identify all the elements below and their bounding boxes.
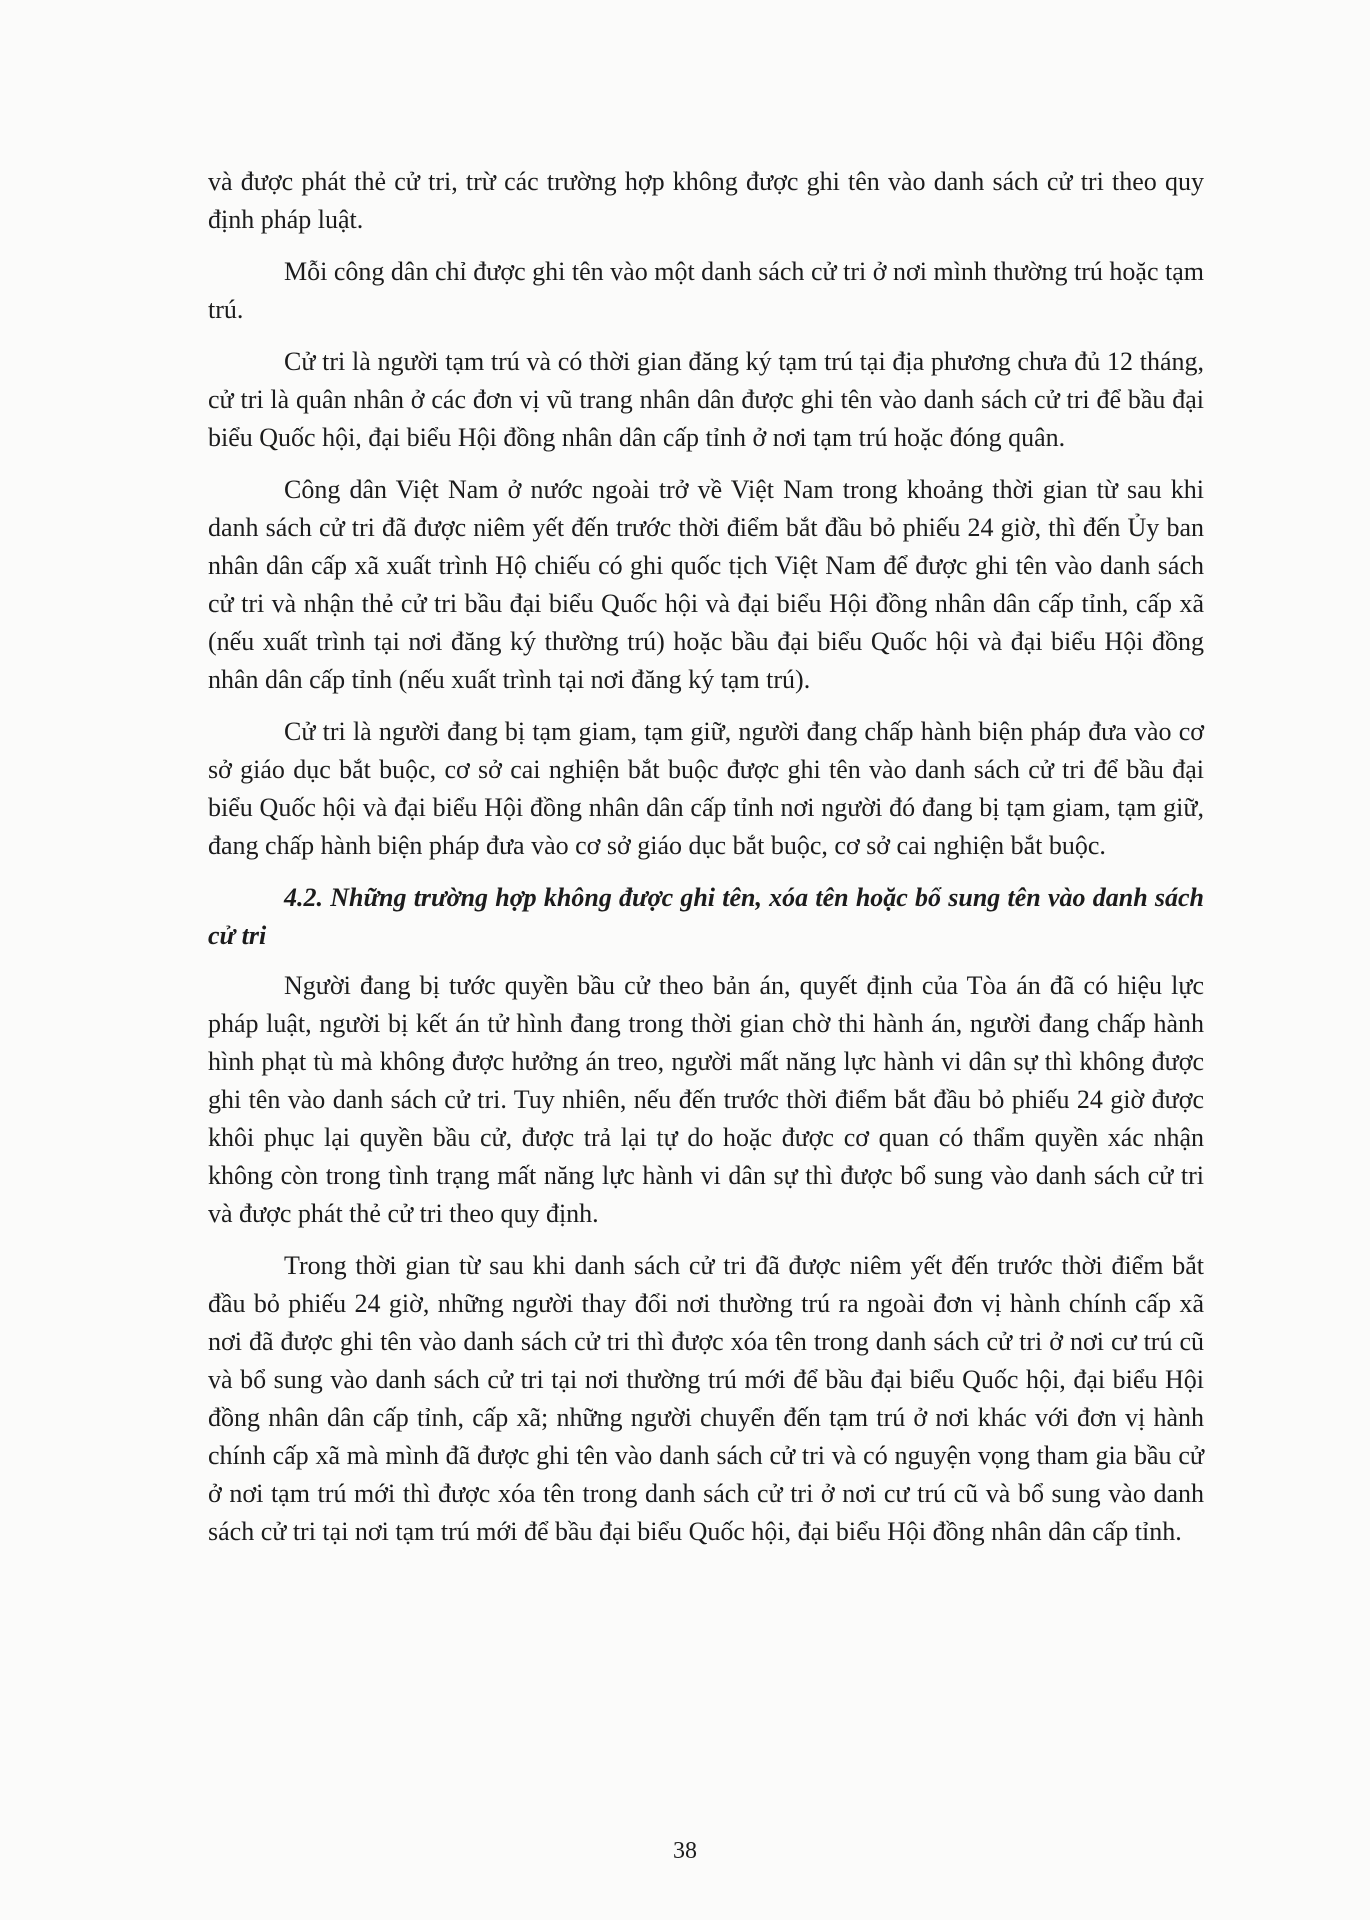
section-heading: 4.2. Những trường hợp không được ghi tên, xóa tên hoặc bổ sung tên vào danh sách cử tri [208, 883, 1204, 950]
page-number: 38 [673, 1838, 697, 1864]
paragraph: Cử tri là người đang bị tạm giam, tạm giữ, người đang chấp hành biện pháp đưa vào cơ sở giáo dục bắt buộc, cơ sở cai nghiện bắt buộc được ghi tên vào danh sách cử tri để bầu đại biểu Quốc hội và đại biểu Hội đồng nhân dân cấp tỉnh nơi người đó đang bị tạm giam, tạm giữ, đang chấp hành biện pháp đưa vào cơ sở giáo dục bắt buộc, cơ sở cai nghiện bắt buộc. [208, 717, 1204, 860]
paragraph: Mỗi công dân chỉ được ghi tên vào một danh sách cử tri ở nơi mình thường trú hoặc tạm trú. [208, 257, 1204, 324]
paragraph: Công dân Việt Nam ở nước ngoài trở về Việt Nam trong khoảng thời gian từ sau khi danh sách cử tri đã được niêm yết đến trước thời điểm bắt đầu bỏ phiếu 24 giờ, thì đến Ủy ban nhân dân cấp xã xuất trình Hộ chiếu có ghi quốc tịch Việt Nam để được ghi tên vào danh sách cử tri và nhận thẻ cử tri bầu đại biểu Quốc hội và đại biểu Hội đồng nhân dân cấp tỉnh, cấp xã (nếu xuất trình tại nơi đăng ký thường trú) hoặc bầu đại biểu Quốc hội và đại biểu Hội đồng nhân dân cấp tỉnh (nếu xuất trình tại nơi đăng ký tạm trú). [208, 475, 1204, 694]
paragraph: Trong thời gian từ sau khi danh sách cử tri đã được niêm yết đến trước thời điểm bắt đầu bỏ phiếu 24 giờ, những người thay đổi nơi thường trú ra ngoài đơn vị hành chính cấp xã nơi đã được ghi tên vào danh sách cử tri thì được xóa tên trong danh sách cử tri ở nơi cư trú cũ và bổ sung vào danh sách cử tri tại nơi thường trú mới để bầu đại biểu Quốc hội, đại biểu Hội đồng nhân dân cấp tỉnh, cấp xã; những người chuyển đến tạm trú ở nơi khác với đơn vị hành chính cấp xã mà mình đã được ghi tên vào danh sách cử tri và có nguyện vọng tham gia bầu cử ở nơi tạm trú mới thì được xóa tên trong danh sách cử tri ở nơi cư trú cũ và bổ sung vào danh sách cử tri tại nơi tạm trú mới để bầu đại biểu Quốc hội, đại biểu Hội đồng nhân dân cấp tỉnh. [208, 1251, 1204, 1546]
paragraph-continuation: và được phát thẻ cử tri, trừ các trường hợp không được ghi tên vào danh sách cử tri theo quy định pháp luật. [208, 167, 1204, 234]
paragraph: Người đang bị tước quyền bầu cử theo bản án, quyết định của Tòa án đã có hiệu lực pháp luật, người bị kết án tử hình đang trong thời gian chờ thi hành án, người đang chấp hành hình phạt tù mà không được hưởng án treo, người mất năng lực hành vi dân sự thì không được ghi tên vào danh sách cử tri. Tuy nhiên, nếu đến trước thời điểm bắt đầu bỏ phiếu 24 giờ được khôi phục lại quyền bầu cử, được trả lại tự do hoặc được cơ quan có thẩm quyền xác nhận không còn trong tình trạng mất năng lực hành vi dân sự thì được bổ sung vào danh sách cử tri và được phát thẻ cử tri theo quy định. [208, 971, 1204, 1228]
paragraph: Cử tri là người tạm trú và có thời gian đăng ký tạm trú tại địa phương chưa đủ 12 tháng, cử tri là quân nhân ở các đơn vị vũ trang nhân dân được ghi tên vào danh sách cử tri để bầu đại biểu Quốc hội, đại biểu Hội đồng nhân dân cấp tỉnh ở nơi tạm trú hoặc đóng quân. [208, 347, 1204, 452]
page-body [208, 163, 1204, 1565]
